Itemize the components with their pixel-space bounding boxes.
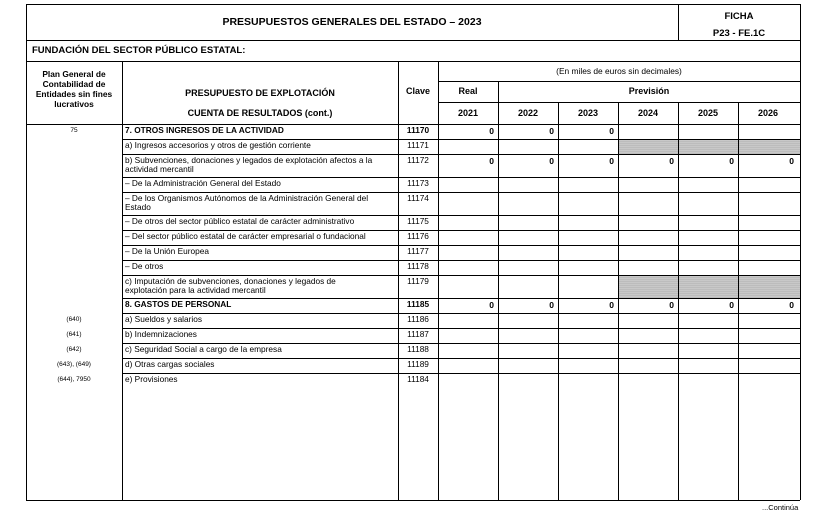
- row-label-line: actividad mercantil: [125, 164, 194, 174]
- row-label: [125, 232, 397, 241]
- clave-cell: 11189: [407, 359, 429, 369]
- year-header: 2023: [577, 108, 599, 118]
- value-cell: 0: [549, 300, 554, 310]
- clave-cell: 11186: [407, 314, 429, 324]
- frame-top: [26, 4, 800, 5]
- row-label: [125, 330, 397, 339]
- cuenta-header: CUENTA DE RESULTADOS (cont.): [187, 108, 333, 118]
- value-cell: 0: [669, 300, 674, 310]
- clave-cell: 11175: [407, 216, 429, 226]
- plan-general-line: Plan General de: [42, 69, 106, 79]
- real-header: Real: [458, 86, 478, 96]
- shaded-cell: [739, 140, 800, 154]
- page-title: PRESUPUESTOS GENERALES DEL ESTADO – 2023: [222, 16, 482, 28]
- account-code: (641): [66, 331, 82, 338]
- account-code: (642): [66, 346, 82, 353]
- row-label: [125, 126, 397, 135]
- value-cell: 0: [549, 156, 554, 166]
- row-label-line: c) Imputación de subvenciones, donaciones y legados de: [125, 276, 336, 286]
- row-label: [125, 141, 397, 150]
- clave-cell: 11187: [407, 329, 429, 339]
- row-label-line: – De otros del sector público estatal de carácter administrativo: [125, 216, 355, 226]
- col-divider: [122, 61, 123, 500]
- row-label: [125, 277, 397, 295]
- clave-cell: 11184: [407, 374, 429, 384]
- row-label: [125, 156, 397, 174]
- value-cell: 0: [609, 300, 614, 310]
- entity-label: FUNDACIÓN DEL SECTOR PÚBLICO ESTATAL:: [32, 45, 246, 56]
- row-label-line: 7. OTROS INGRESOS DE LA ACTIVIDAD: [125, 125, 284, 135]
- value-cell: 0: [729, 156, 734, 166]
- year-header: 2024: [637, 108, 659, 118]
- clave-cell: 11176: [407, 231, 429, 241]
- continua-note: ...Continúa: [762, 503, 799, 512]
- table-top-line: [26, 61, 800, 62]
- row-label-line: a) Sueldos y salarios: [125, 314, 203, 324]
- col-divider: [498, 81, 499, 500]
- clave-cell: 11173: [407, 178, 429, 188]
- shaded-cell: [619, 140, 678, 154]
- ficha-label: FICHA: [724, 11, 754, 22]
- shaded-cell: [619, 276, 678, 298]
- year-header: 2021: [457, 108, 479, 118]
- prevision-header: Previsión: [628, 86, 670, 96]
- row-line: [122, 358, 800, 359]
- row-label-line: – De otros: [125, 261, 164, 271]
- row-line: [122, 373, 800, 374]
- clave-cell: 11185: [406, 299, 430, 309]
- value-cell: 0: [789, 300, 794, 310]
- account-code: (640): [66, 316, 82, 323]
- row-label-line: a) Ingresos accesorios y otros de gestión corriente: [125, 140, 311, 150]
- plan-general-line: lucrativos: [54, 99, 94, 109]
- year-header: 2022: [517, 108, 539, 118]
- value-cell: 0: [729, 300, 734, 310]
- row-label: [125, 345, 397, 354]
- shaded-cell: [679, 276, 738, 298]
- row-label: [125, 179, 397, 188]
- row-line: [122, 260, 800, 261]
- shaded-cell: [679, 140, 738, 154]
- row-label: [125, 300, 397, 309]
- row-label-line: Estado: [125, 202, 151, 212]
- row-label: [125, 375, 397, 384]
- row-label-line: – De la Unión Europea: [125, 246, 209, 256]
- clave-header: Clave: [405, 86, 431, 96]
- value-cell: 0: [609, 126, 614, 136]
- year-header: 2026: [757, 108, 779, 118]
- row-label-line: c) Seguridad Social a cargo de la empresa: [125, 344, 282, 354]
- clave-cell: 11179: [407, 276, 429, 286]
- plan-general-header: [26, 69, 122, 109]
- clave-cell: 11177: [407, 246, 429, 256]
- presupuesto-header: PRESUPUESTO DE EXPLOTACIÓN: [185, 88, 335, 98]
- value-cell: 0: [789, 156, 794, 166]
- row-label-line: 8. GASTOS DE PERSONAL: [125, 299, 232, 309]
- year-header-line: [438, 102, 800, 103]
- row-label: [125, 262, 397, 271]
- plan-general-line: Contabilidad de: [42, 79, 106, 89]
- row-label: [125, 247, 397, 256]
- row-label-line: explotación para la actividad mercantil: [125, 285, 266, 295]
- row-line: [122, 313, 800, 314]
- clave-cell: 11178: [407, 261, 429, 271]
- value-cell: 0: [609, 156, 614, 166]
- account-code: (644), 7950: [57, 376, 91, 383]
- clave-cell: 11172: [407, 155, 429, 165]
- row-label: [125, 194, 397, 212]
- row-line: [122, 328, 800, 329]
- value-cell: 0: [549, 126, 554, 136]
- row-label: [125, 315, 397, 324]
- value-cell: 0: [669, 156, 674, 166]
- row-label-line: b) Indemnizaciones: [125, 329, 197, 339]
- row-label: [125, 360, 397, 369]
- value-cell: 0: [489, 126, 494, 136]
- table-bottom-line: [26, 500, 800, 501]
- units-line: [438, 81, 800, 82]
- units-note: (En miles de euros sin decimales): [556, 66, 682, 76]
- year-header: 2025: [697, 108, 719, 118]
- frame-right: [800, 4, 801, 500]
- row-label-line: e) Provisiones: [125, 374, 178, 384]
- row-label-line: – Del sector público estatal de carácter empresarial o fundacional: [125, 231, 366, 241]
- row-label-line: b) Subvenciones, donaciones y legados de explotación afectos a la: [125, 155, 373, 165]
- row-label-line: d) Otras cargas sociales: [125, 359, 215, 369]
- row-line: [122, 245, 800, 246]
- value-cell: 0: [489, 300, 494, 310]
- row-label-line: – De los Organismos Autónomos de la Administración General del: [125, 193, 369, 203]
- clave-cell: 11174: [407, 193, 429, 203]
- ficha-code: P23 - FE.1C: [712, 28, 766, 39]
- account-code: 75: [70, 127, 78, 134]
- clave-cell: 11188: [407, 344, 429, 354]
- header-bottom-line: [26, 40, 800, 41]
- clave-cell: 11170: [406, 125, 430, 135]
- plan-general-line: Entidades sin fines: [35, 89, 113, 99]
- account-code: (643), (649): [57, 361, 91, 368]
- shaded-cell: [739, 276, 800, 298]
- clave-cell: 11171: [407, 140, 429, 150]
- row-label: [125, 217, 397, 226]
- value-cell: 0: [489, 156, 494, 166]
- row-label-line: – De la Administración General del Estado: [125, 178, 281, 188]
